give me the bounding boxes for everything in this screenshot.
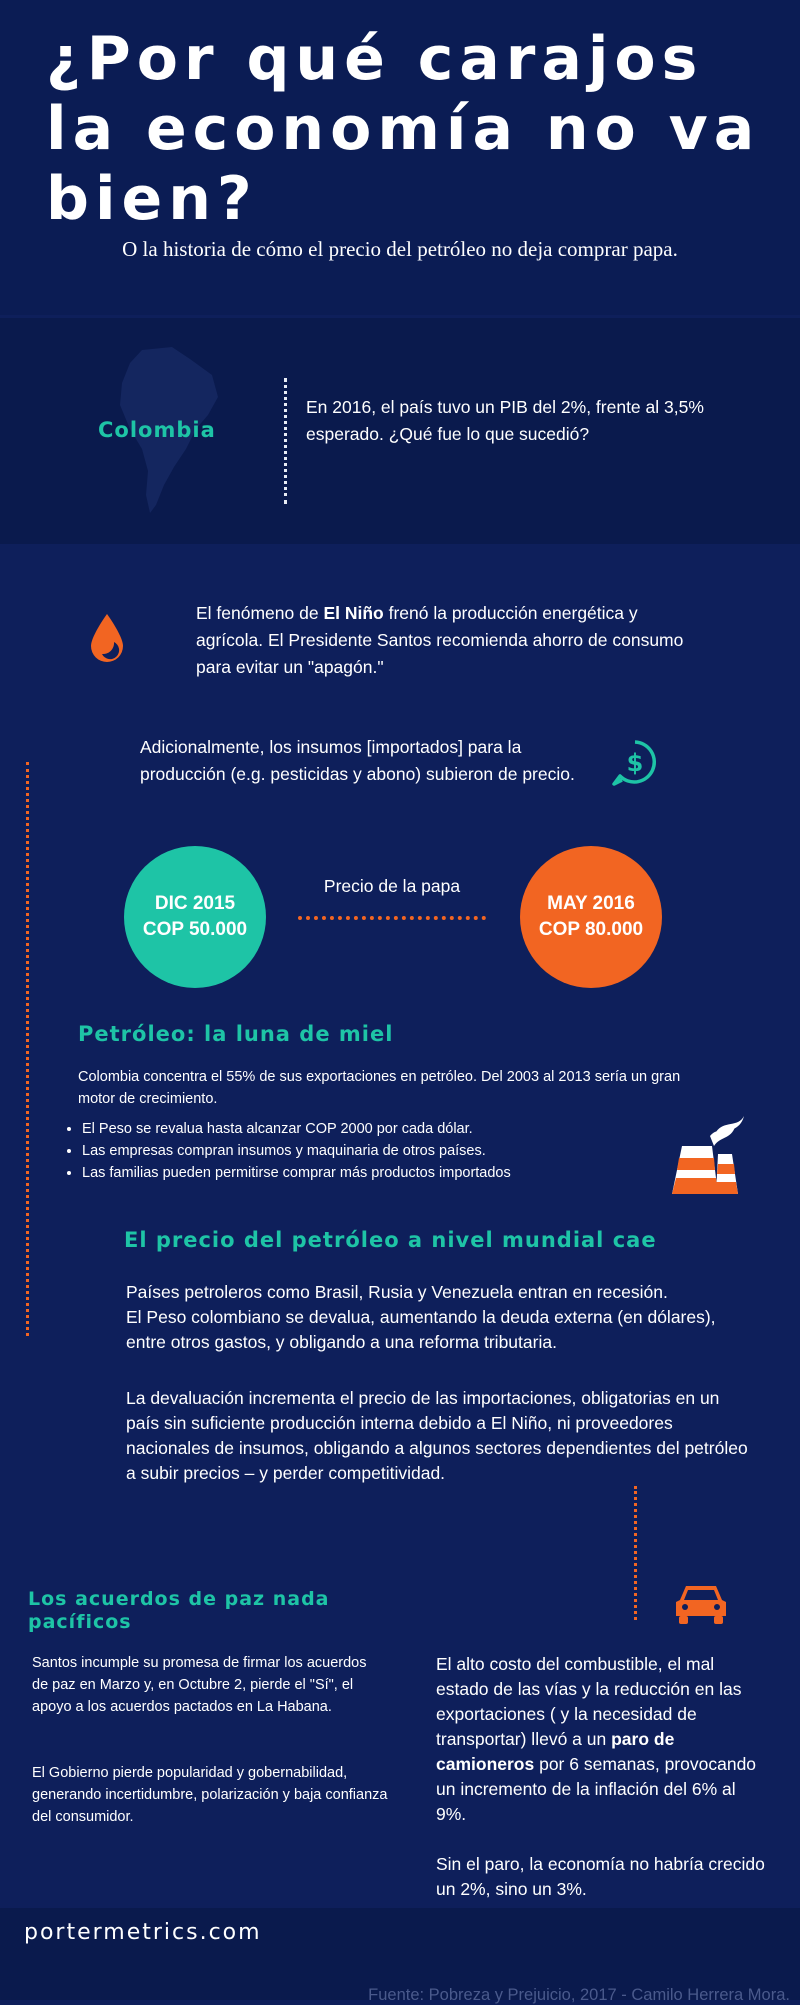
list-item: • Las empresas compran insumos y maquinaria de otros países. <box>82 1140 682 1162</box>
left-date: DIC 2015 <box>154 893 236 914</box>
recesion-line-1: Países petroleros como Brasil, Rusia y Venezuela entran en recesión. <box>126 1282 668 1302</box>
combustible-prefix: El alto costo del combustible, el mal estado de las vías y la reducción en las exportaciones ( y la necesidad de transportar) llevó a un <box>436 1654 742 1749</box>
nino-text-suffix: frenó la producción energética y agrícola. El Presidente Santos recomienda ahorro de consumo para evitar un "apagón." <box>196 603 684 677</box>
brand-link[interactable]: portermetrics.com <box>24 1920 262 1945</box>
list-item: • Las familias pueden permitirse comprar más productos importados <box>82 1162 682 1184</box>
price-circle-dic-2015 <box>124 846 266 988</box>
paz-heading: Los acuerdos de paz nada pacíficos <box>28 1588 330 1633</box>
petroleo-intro: Colombia concentra el 55% de sus exportaciones en petróleo. Del 2003 al 2013 sería un gran motor de crecimiento. <box>78 1069 681 1107</box>
paz-text-1: Santos incumple su promesa de firmar los acuerdos de paz en Marzo y, en Octubre 2, pierde el "Sí", el apoyo a los acuerdos pactados en La Habana. <box>32 1655 367 1715</box>
dollar-chat-icon <box>610 738 660 788</box>
page-title: ¿Por qué carajos la economía no va bien? <box>46 24 761 234</box>
petroleo-bullets <box>62 1118 682 1184</box>
country-label: Colombia <box>98 418 216 442</box>
drop-icon <box>88 612 126 664</box>
nino-text <box>196 600 696 681</box>
paz-text-2: El Gobierno pierde popularidad y gobernabilidad, generando incertidumbre, polarización y baja confianza del consumidor. <box>32 1765 388 1825</box>
gdp-text: En 2016, el país tuvo un PIB del 2%, frente al 3,5% esperado. ¿Qué fue lo que sucedió? <box>306 397 704 444</box>
nino-text-prefix: El fenómeno de <box>196 603 324 623</box>
petroleo-heading: Petróleo: la luna de miel <box>78 1022 394 1046</box>
price-connector-dots <box>298 916 486 920</box>
recesion-line-2: El Peso colombiano se devalua, aumentando la deuda externa (en dólares), entre otros gastos, y obligando a una reforma tributaria. <box>126 1307 716 1352</box>
combustible-suffix: por 6 semanas, provocando un incremento de la inflación del 6% al 9%. <box>436 1754 757 1824</box>
right-date: MAY 2016 <box>547 893 635 914</box>
factory-icon <box>668 1110 748 1196</box>
insumos-text: Adicionalmente, los insumos [importados] para la producción (e.g. pesticidas y abono) subieron de precio. <box>140 737 575 784</box>
left-price: COP 50.000 <box>142 919 248 940</box>
source-text: Fuente: Pobreza y Prejuicio, 2017 - Camilo Herrera Mora. <box>368 1986 790 2004</box>
price-circle-may-2016 <box>520 846 662 988</box>
precio-heading: El precio del petróleo a nivel mundial cae <box>124 1228 657 1252</box>
page-subtitle: O la historia de cómo el precio del petróleo no deja comprar papa. <box>122 237 678 261</box>
svg-text:$: $ <box>626 749 644 777</box>
combustible-text <box>436 1652 766 1827</box>
orange-dotted-line <box>26 762 29 1336</box>
dotted-divider <box>284 378 287 504</box>
list-item: • El Peso se revalua hasta alcanzar COP 2000 por cada dólar. <box>82 1118 682 1140</box>
orange-dotted-line-2 <box>634 1486 637 1620</box>
sinparo-text: Sin el paro, la economía no habría crecido un 2%, sino un 3%. <box>436 1854 765 1899</box>
recesion-text <box>126 1280 736 1355</box>
papa-price-label: Precio de la papa <box>323 876 461 896</box>
devaluacion-text: La devaluación incrementa el precio de las importaciones, obligatorias en un país sin suficiente producción interna debido a El Niño, ni proveedores nacionales de insumos, obligando a algunos sectores dependientes del petróleo a subir precios – y perder competitividad. <box>126 1388 748 1483</box>
car-icon <box>674 1580 728 1626</box>
combustible-bold: paro de camioneros <box>436 1729 675 1774</box>
right-price: COP 80.000 <box>538 919 644 940</box>
nino-text-bold: El Niño <box>323 603 384 623</box>
